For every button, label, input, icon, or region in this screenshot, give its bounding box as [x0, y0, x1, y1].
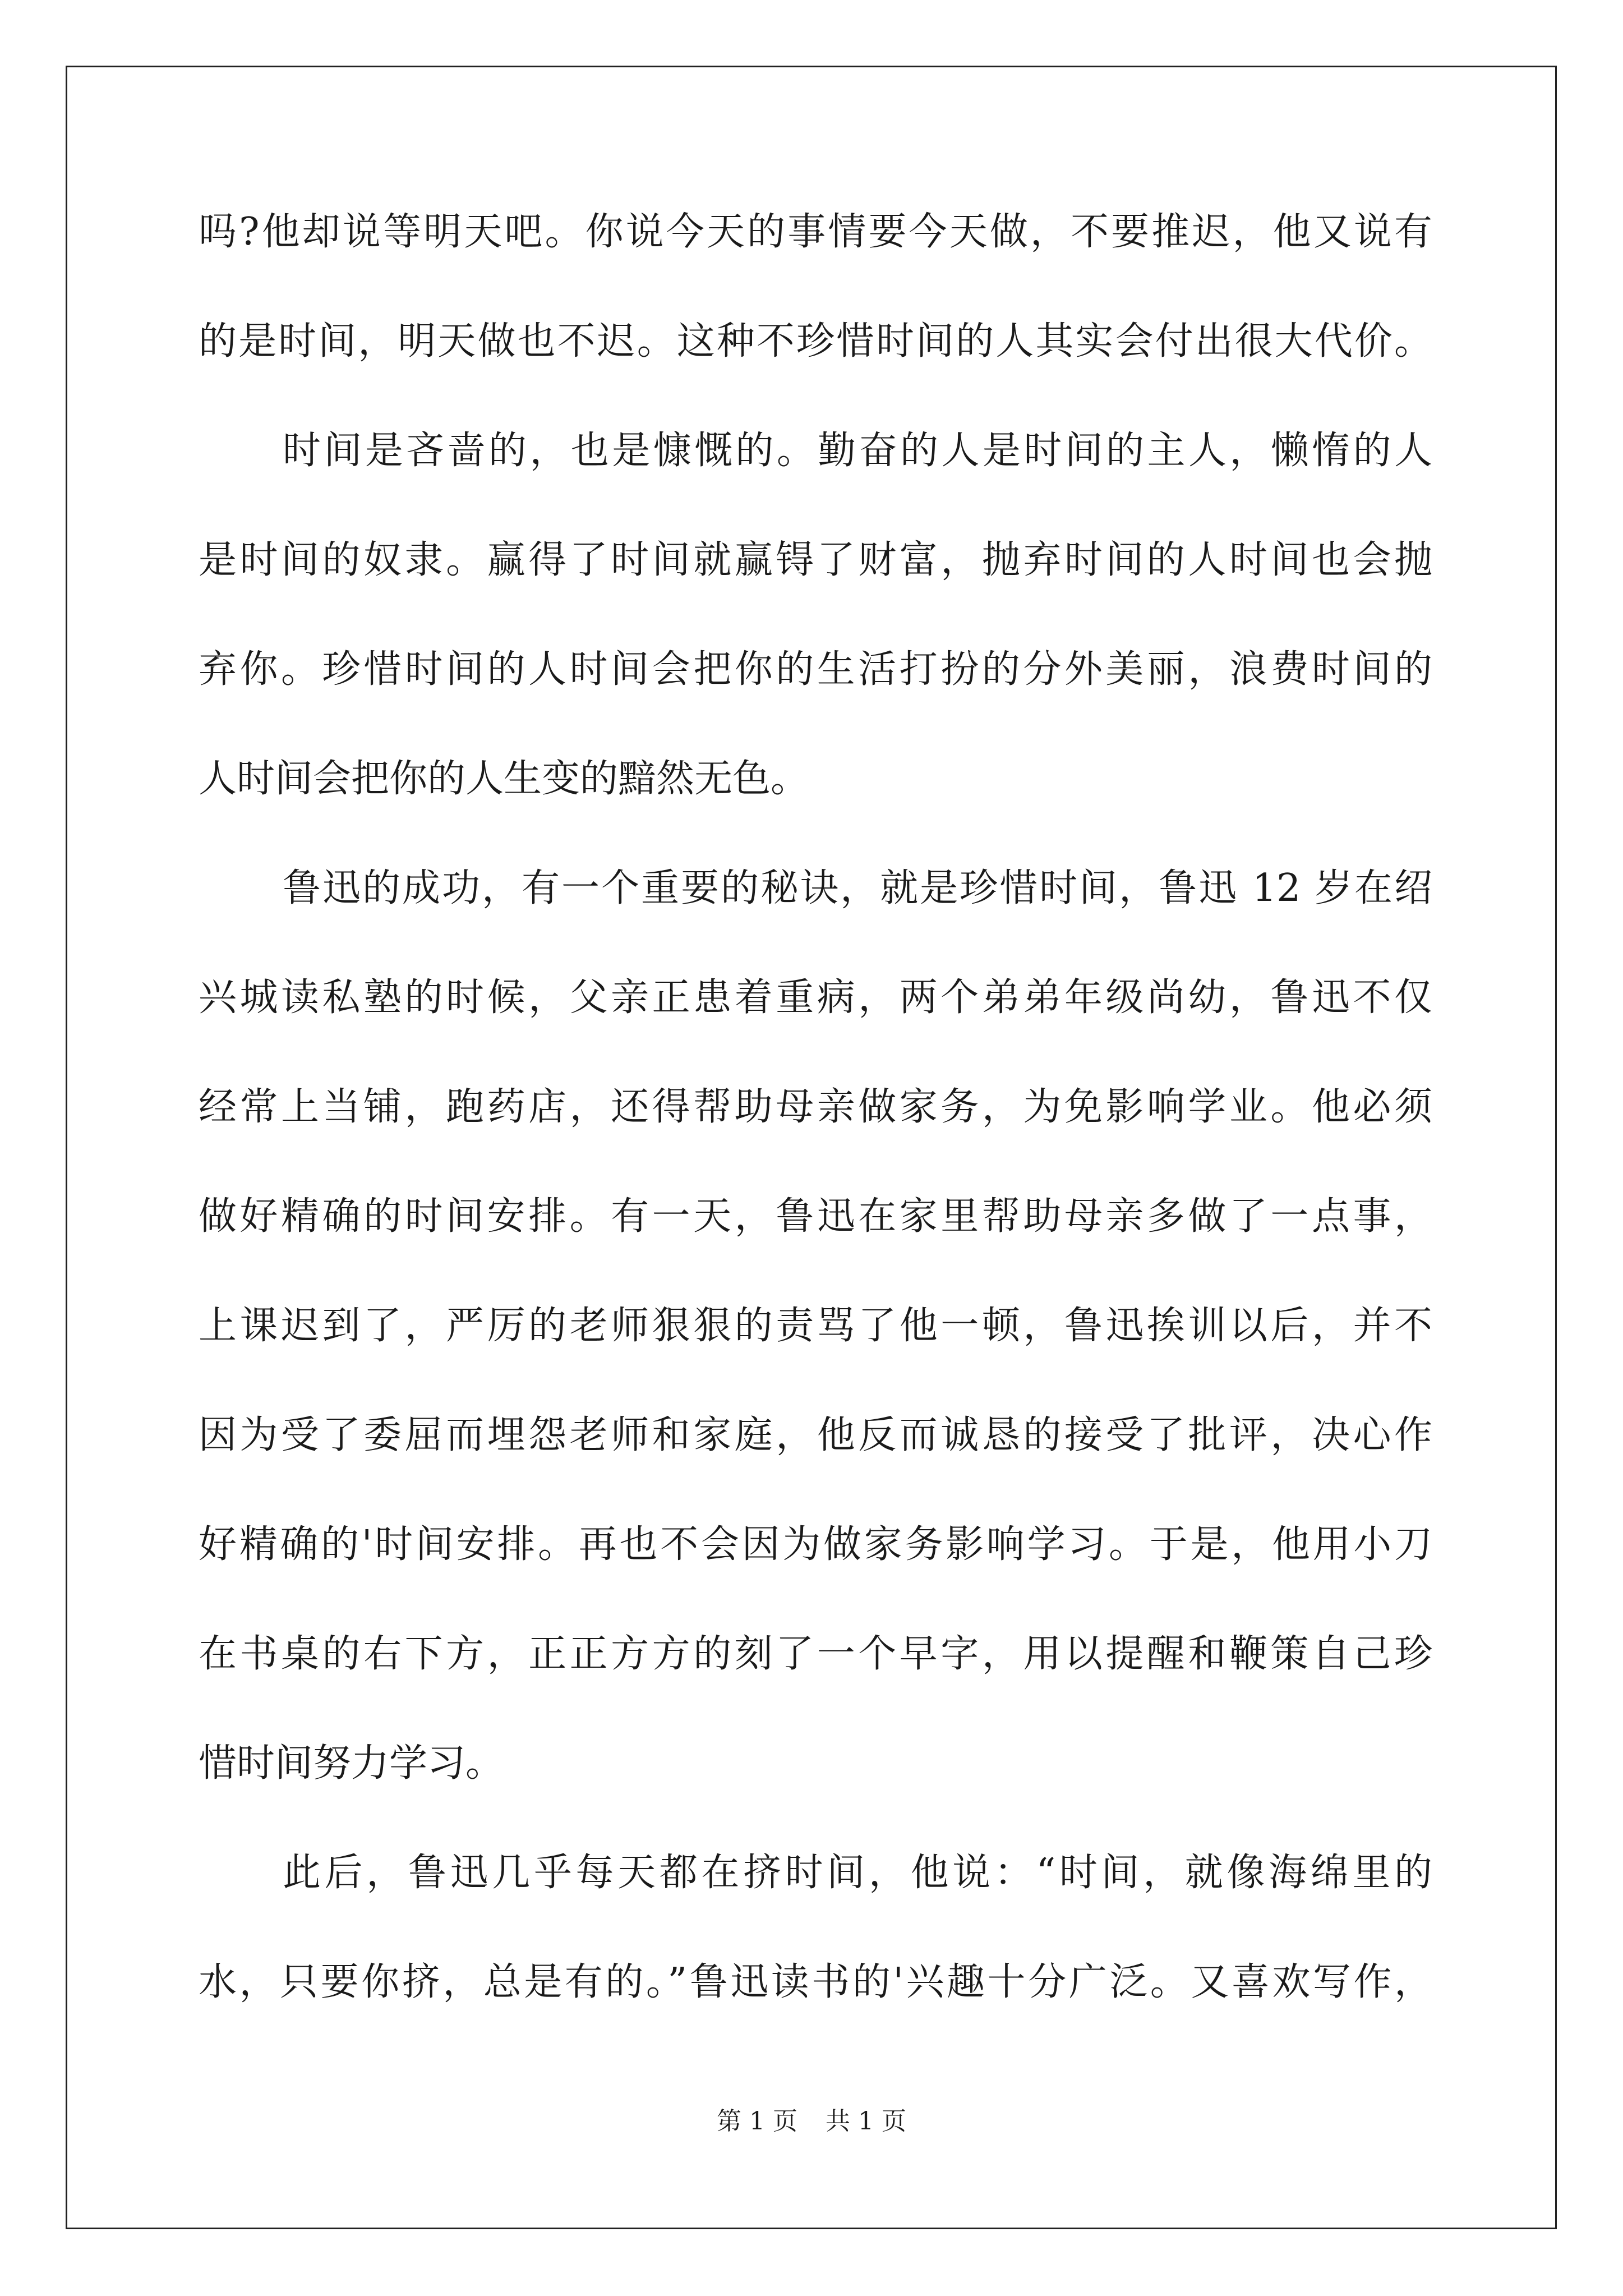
text-line-13: 好精确的'时间安排。再也不会因为做家务影响学习。于是，他用小刀	[199, 1522, 1432, 1567]
text-line-12: 因为受了委屈而埋怨老师和家庭，他反而诚恳的接受了批评，决心作	[199, 1413, 1432, 1457]
document-body	[199, 210, 1432, 2073]
text-line-15: 惜时间努力学习。	[199, 1741, 504, 1786]
text-line-8: 兴城读私塾的时候，父亲正患着重病，两个弟弟年级尚幼，鲁迅不仅	[199, 976, 1432, 1020]
page-footer	[0, 2109, 1623, 2134]
text-line-14: 在书桌的右下方，正正方方的刻了一个早字，用以提醒和鞭策自己珍	[199, 1632, 1432, 1676]
text-line-10: 做好精确的时间安排。有一天，鲁迅在家里帮助母亲多做了一点事，	[199, 1194, 1432, 1239]
text-line-9: 经常上当铺，跑药店，还得帮助母亲做家务，为免影响学业。他必须	[199, 1085, 1432, 1129]
text-line-16: 此后，鲁迅几乎每天都在挤时间，他说：“时间，就像海绵里的	[283, 1851, 1432, 1895]
text-line-4: 是时间的奴隶。赢得了时间就赢锝了财富，抛弃时间的人时间也会抛	[199, 538, 1432, 582]
text-line-5: 弃你。珍惜时间的人时间会把你的生活打扮的分外美丽，浪费时间的	[199, 647, 1432, 692]
text-line-1: 吗?他却说等明天吧。你说今天的事情要今天做，不要推迟，他又说有	[199, 210, 1432, 254]
text-line-6: 人时间会把你的人生变的黯然无色。	[199, 757, 809, 801]
page-total: 共 1 页	[826, 2107, 906, 2136]
text-line-3: 时间是吝啬的，也是慷慨的。勤奋的人是时间的主人，懒惰的人	[283, 429, 1432, 473]
page-number: 第 1 页	[717, 2107, 797, 2136]
text-line-7: 鲁迅的成功，有一个重要的秘诀，就是珍惜时间，鲁迅 12 岁在绍	[283, 866, 1432, 910]
text-line-2: 的是时间，明天做也不迟。这种不珍惜时间的人其实会付出很大代价。	[199, 319, 1432, 364]
text-line-11: 上课迟到了，严厉的老师狠狠的责骂了他一顿，鲁迅挨训以后，并不	[199, 1304, 1432, 1348]
text-line-17: 水，只要你挤，总是有的。”鲁迅读书的'兴趣十分广泛。又喜欢写作，	[199, 1960, 1432, 2004]
